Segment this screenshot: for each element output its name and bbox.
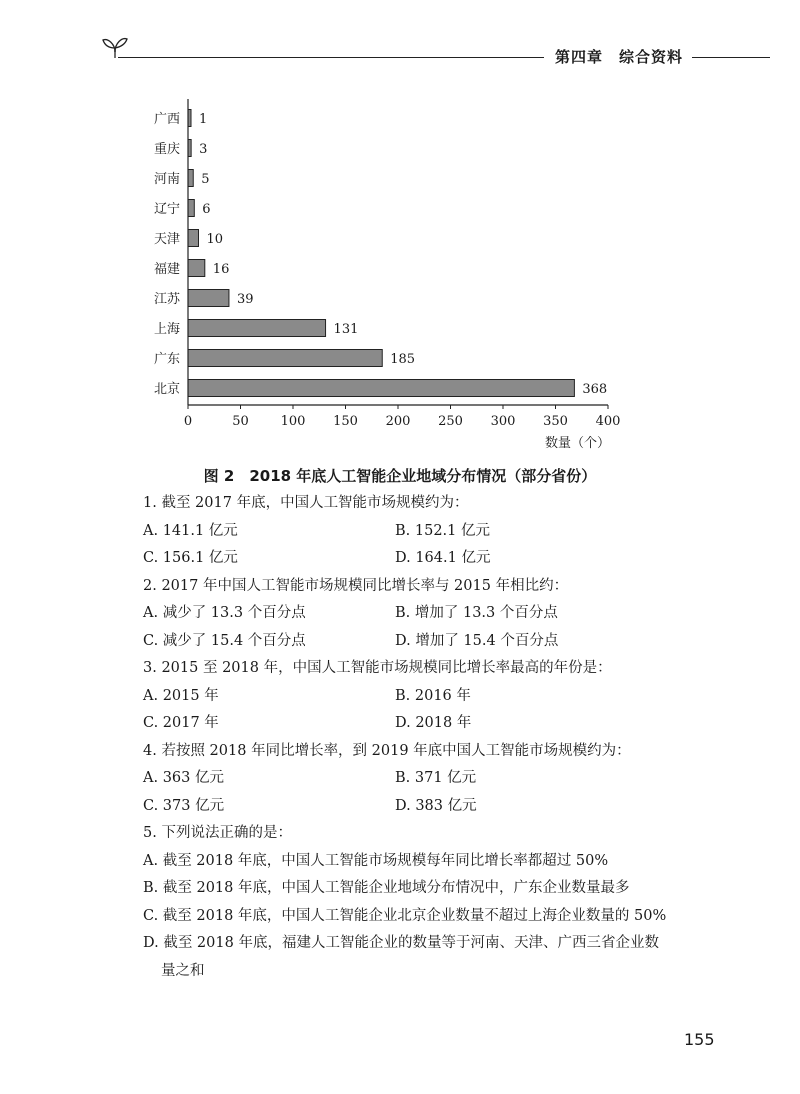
option-d: D. 增加了 15.4 个百分点 (395, 632, 559, 649)
data-label: 5 (201, 172, 210, 187)
leaf-icon (100, 30, 130, 60)
option-b: B. 截至 2018 年底，中国人工智能企业地域分布情况中，广东企业数量最多 (143, 880, 630, 896)
option-row (143, 683, 703, 711)
chart-caption: 图 2 2018 年底人工智能企业地域分布情况（部分省份） (203, 467, 597, 485)
option-c: C. 减少了 15.4 个百分点 (143, 632, 306, 649)
question-stem: 4. 若按照 2018 年同比增长率，到 2019 年底中国人工智能市场规模约为： (143, 742, 631, 759)
option-b: B. 152.1 亿元 (395, 522, 490, 539)
option-row (143, 710, 703, 738)
option-a: A. 减少了 13.3 个百分点 (143, 605, 306, 621)
x-tick-label: 300 (490, 414, 516, 429)
option-a: A. 2015 年 (143, 687, 219, 704)
category-label: 北京 (153, 382, 180, 397)
data-label: 16 (212, 262, 230, 277)
category-label: 江苏 (153, 292, 180, 307)
option-row (143, 765, 703, 793)
option-d: D. 164.1 亿元 (395, 550, 491, 566)
option-row (143, 793, 703, 821)
header-rule-left (118, 57, 544, 58)
option-d: D. 383 亿元 (395, 797, 477, 814)
x-tick-label: 250 (438, 414, 463, 429)
page-number: 155 (684, 1030, 715, 1049)
question-stem: 2. 2017 年中国人工智能市场规模同比增长率与 2015 年相比约： (143, 577, 569, 594)
x-tick-label: 50 (232, 414, 249, 429)
x-tick-label: 0 (183, 414, 193, 429)
header-rule-right (692, 57, 770, 58)
category-label: 重庆 (153, 142, 180, 157)
bar-9 (188, 380, 574, 397)
data-label: 39 (236, 292, 254, 307)
question-stem: 5. 下列说法正确的是： (143, 825, 292, 841)
questions (143, 490, 703, 985)
data-label: 1 (199, 112, 208, 127)
option-row (143, 628, 703, 656)
bar-5 (188, 260, 205, 277)
axis-group (184, 99, 621, 451)
option-b: B. 增加了 13.3 个百分点 (395, 605, 558, 621)
option-c: C. 373 亿元 (143, 797, 225, 814)
option-a: A. 截至 2018 年底，中国人工智能市场规模每年同比增长率都超过 50% (143, 852, 609, 869)
data-label: 131 (333, 322, 359, 337)
option-b: B. 2016 年 (395, 687, 471, 704)
bar-3 (188, 200, 194, 217)
option-a: A. 141.1 亿元 (143, 522, 238, 539)
option-c: C. 156.1 亿元 (143, 550, 238, 566)
category-label: 上海 (153, 322, 180, 337)
option-c: C. 2017 年 (143, 715, 219, 731)
bar-4 (188, 230, 199, 247)
bar-2 (188, 170, 193, 187)
option-a: A. 363 亿元 (143, 770, 224, 786)
option-d: D. 2018 年 (395, 715, 472, 731)
option-d: D. 截至 2018 年底，福建人工智能企业的数量等于河南、天津、广西三省企业数 (143, 935, 659, 951)
x-tick-label: 100 (280, 414, 306, 429)
x-tick-label: 150 (333, 414, 358, 429)
bar-8 (188, 350, 382, 367)
category-label: 广东 (153, 352, 180, 367)
bar-chart (120, 90, 660, 460)
category-label: 天津 (153, 232, 180, 247)
option-b: B. 371 亿元 (395, 770, 477, 786)
category-label: 广西 (153, 112, 180, 127)
data-label: 3 (199, 142, 208, 157)
x-tick-label: 350 (543, 414, 568, 429)
option-c: C. 截至 2018 年底，中国人工智能企业北京企业数量不超过上海企业数量的 50% (143, 907, 667, 924)
bar-6 (188, 290, 229, 307)
question-stem: 3. 2015 至 2018 年，中国人工智能市场规模同比增长率最高的年份是： (143, 660, 612, 676)
category-label: 辽宁 (153, 202, 180, 217)
option-row (143, 518, 703, 546)
chapter-title: 第四章 综合资料 (555, 48, 684, 66)
category-label: 河南 (153, 172, 180, 187)
data-label: 10 (206, 232, 224, 247)
bars-group (154, 110, 607, 398)
option-d-continuation: 量之和 (161, 962, 205, 979)
data-label: 6 (202, 202, 211, 217)
option-row (143, 545, 703, 573)
category-label: 福建 (153, 262, 180, 277)
x-tick-label: 400 (595, 414, 621, 429)
x-tick-label: 200 (385, 414, 411, 429)
bar-7 (188, 320, 326, 337)
question-stem: 1. 截至 2017 年底，中国人工智能市场规模约为： (143, 495, 469, 511)
x-axis-label: 数量（个） (544, 436, 610, 451)
option-row (143, 600, 703, 628)
data-label: 185 (390, 352, 416, 367)
data-label: 368 (582, 382, 608, 397)
